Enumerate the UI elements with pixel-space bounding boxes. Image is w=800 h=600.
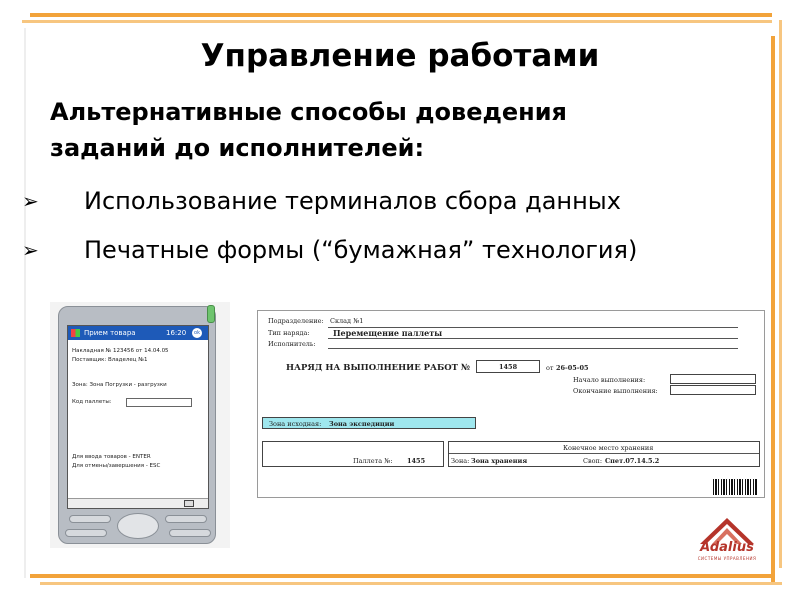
form-divider xyxy=(449,453,759,454)
frame-right-line xyxy=(771,36,775,584)
bullet-item xyxy=(22,235,722,265)
pallet-value: 1455 xyxy=(407,457,426,465)
order-number: 1458 xyxy=(499,363,518,371)
pda-pallet-code-input xyxy=(126,398,192,407)
bullet-text: Использование терминалов сбора данных xyxy=(84,187,621,215)
slide-title: Управление работами xyxy=(200,38,600,74)
bullet-text: Печатные формы (“бумажная” технология) xyxy=(84,236,638,264)
frame-bottom-line-light xyxy=(40,582,782,585)
pda-text-line: Зона: Зона Погрузки - разгрузки xyxy=(72,382,167,388)
frame-top-line-light xyxy=(22,20,772,23)
zone-value: Зона хранения xyxy=(471,457,528,465)
pda-ok-button: ok xyxy=(192,328,202,338)
frame-top-line xyxy=(30,13,772,17)
keyboard-icon xyxy=(184,500,194,507)
pda-clock: 16:20 xyxy=(166,329,187,337)
end-field xyxy=(670,385,756,395)
bullet-item xyxy=(22,186,722,216)
date-prefix: от xyxy=(546,364,554,372)
pda-text-line: Для ввода товаров - ENTER xyxy=(72,454,151,460)
zone-label: Зона: xyxy=(451,457,470,465)
slot-label: Своп: xyxy=(583,457,603,465)
pda-text-line: Накладная № 123456 от 14.04.05 xyxy=(72,348,169,354)
pda-hardware-button xyxy=(65,529,107,537)
type-value: Перемещение паллеты xyxy=(333,328,443,338)
frame-bottom-line xyxy=(30,574,772,578)
windows-start-icon xyxy=(71,329,80,337)
pda-hardware-button xyxy=(169,529,211,537)
start-field xyxy=(670,374,756,384)
pda-text-line: Код паллеты: xyxy=(72,399,112,405)
order-date: 26-05-05 xyxy=(556,364,589,372)
pallet-block xyxy=(262,441,444,467)
frame-left-line xyxy=(24,28,26,578)
dest-header: Конечное место хранения xyxy=(563,444,654,452)
end-label: Окончание выполнения: xyxy=(573,387,658,395)
pda-screen xyxy=(67,325,209,509)
pda-navigation-pad xyxy=(117,513,159,539)
pda-titlebar xyxy=(68,326,208,340)
paper-work-order-form xyxy=(257,310,765,498)
arrowhead-bullet-icon: ➢ xyxy=(22,189,39,213)
pda-text-line: Поставщик: Владелец №1 xyxy=(72,357,148,363)
barcode-icon xyxy=(713,479,757,495)
pda-hardware-button xyxy=(165,515,207,523)
adalius-logo xyxy=(690,516,764,564)
pda-illustration xyxy=(50,302,230,548)
form-underline xyxy=(328,338,738,339)
type-label: Тип наряда: xyxy=(268,329,310,337)
pda-text-line: Для отмены/завершения - ESC xyxy=(72,463,161,469)
executor-label: Исполнитель: xyxy=(268,340,316,348)
arrowhead-bullet-icon: ➢ xyxy=(22,238,39,262)
form-header-title: НАРЯД НА ВЫПОЛНЕНИЕ РАБОТ № xyxy=(286,363,471,373)
pda-window-title: Прием товара xyxy=(84,329,136,337)
dept-value: Склад №1 xyxy=(330,317,364,325)
logo-name: Adalius xyxy=(700,540,754,555)
pda-hardware-button xyxy=(69,515,111,523)
pda-bottom-bar xyxy=(68,498,208,508)
frame-right-line-light xyxy=(779,20,782,568)
pallet-label: Паллета №: xyxy=(353,457,393,465)
form-underline xyxy=(328,348,738,349)
destination-block xyxy=(448,441,760,467)
logo-tagline: СИСТЕМЫ УПРАВЛЕНИЯ xyxy=(697,556,757,561)
start-label: Начало выполнения: xyxy=(573,376,646,384)
source-zone-value: Зона экспедиции xyxy=(329,420,395,428)
slot-value: Спет.07.14.5.2 xyxy=(605,457,660,465)
slide-subtitle: Альтернативные способы доведения заданий до исполнителей: xyxy=(50,98,567,162)
stylus-icon xyxy=(207,305,215,323)
pda-device xyxy=(58,306,216,544)
dept-label: Подразделение: xyxy=(268,317,324,325)
order-number-box xyxy=(476,360,540,373)
source-zone-row xyxy=(262,417,476,429)
source-zone-label: Зона исходная: xyxy=(269,420,322,428)
